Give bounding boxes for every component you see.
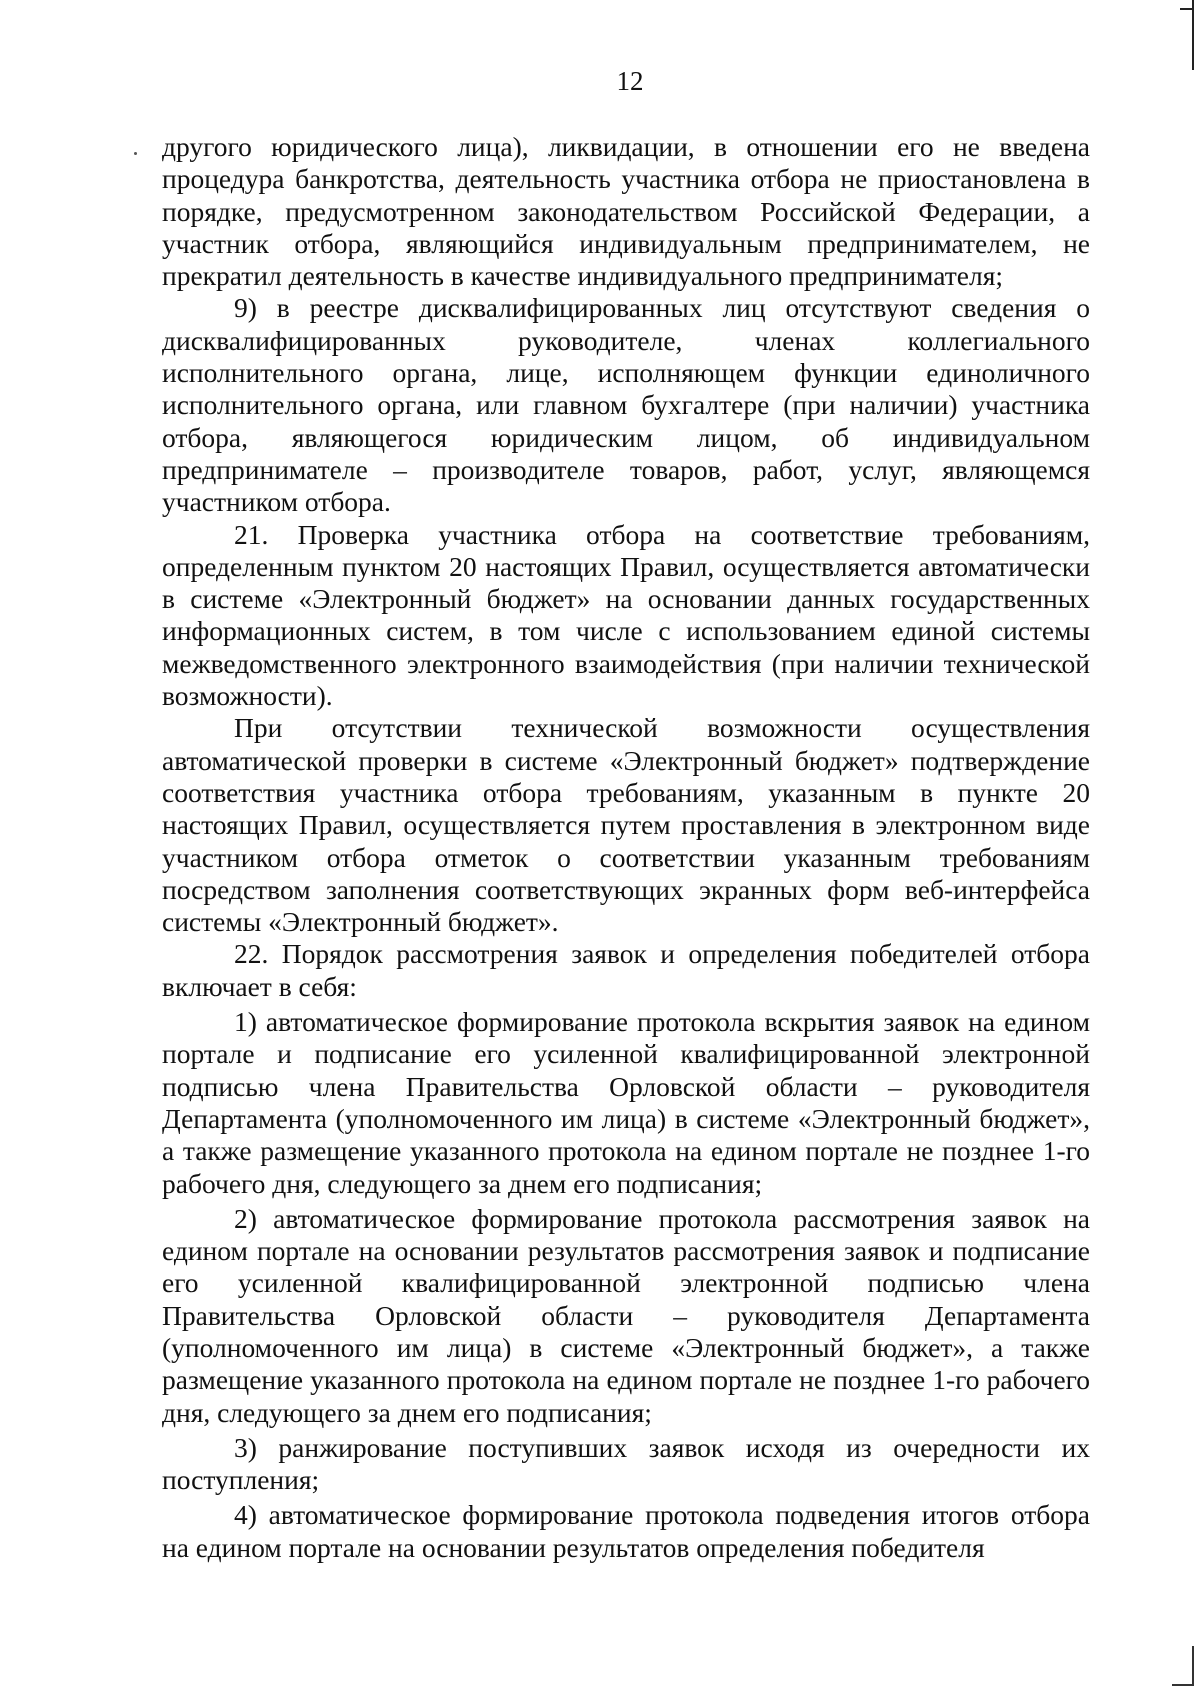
scan-edge-mark (1192, 0, 1194, 70)
paragraph-item-9: 9) в реестре дисквалифицированных лиц отсутствуют сведения о дисквалифицированных руководителе, членах коллегиального исполнительного органа, лице, исполняющем функции единоличного исполнительного органа, или главном бухгалтере (при наличии) участника отбора, являющегося юридическим лицом, об индивидуальном предпринимателе – производителе товаров, работ, услуг, являющемся участником отбора. (162, 292, 1090, 518)
paragraph-item-1: 1) автоматическое формирование протокола вскрытия заявок на едином портале и подписание его усиленной квалифицированной электронной подписью члена Правительства Орловской области – руководителя Департамента (уполномоченного им лица) в системе «Электронный бюджет», а также размещение указанного протокола на едином портале не позднее 1-го рабочего дня, следующего за днем его подписания; (162, 1006, 1090, 1199)
paragraph-item-2: 2) автоматическое формирование протокола рассмотрения заявок на едином портале на основании результатов рассмотрения заявок и подписание его усиленной квалифицированной электронной подписью члена Правительства Орловской области – руководителя Департамента (уполномоченного им лица) в системе «Электронный бюджет», а также размещение указанного протокола на едином портале не позднее 1-го рабочего дня, следующего за днем его подписания; (162, 1202, 1090, 1428)
scan-edge-mark-bottom (1192, 1646, 1194, 1686)
scan-edge-tick (1180, 8, 1194, 10)
page-number: 12 (616, 66, 644, 96)
margin-dot (134, 152, 137, 155)
paragraph-continuation: другого юридического лица), ликвидации, в отношении его не введена процедура банкротства, деятельность участника отбора не приостановлена в порядке, предусмотренном законодательством Российской Федерации, а участник отбора, являющийся индивидуальным предпринимателем, не прекратил деятельность в качестве индивидуального предпринимателя; (162, 131, 1090, 292)
paragraph-clause-21-part-2: При отсутствии технической возможности осуществления автоматической проверки в системе «Электронный бюджет» подтверждение соответствия участника отбора требованиям, указанным в пункте 20 настоящих Правил, осуществляется путем проставления в электронном виде участником отбора отметок о соответствии указанным требованиям посредством заполнения соответствующих экранных форм веб-интерфейса системы «Электронный бюджет». (162, 712, 1090, 938)
paragraph-clause-22: 22. Порядок рассмотрения заявок и определения победителей отбора включает в себя: (162, 938, 1090, 1002)
paragraph-clause-21: 21. Проверка участника отбора на соответствие требованиям, определенным пунктом 20 настоящих Правил, осуществляется автоматически в системе «Электронный бюджет» на основании данных государственных информационных систем, в том числе с использованием единой системы межведомственного электронного взаимодействия (при наличии технической возможности). (162, 518, 1090, 712)
document-body (162, 131, 1090, 1564)
paragraph-item-3: 3) ранжирование поступивших заявок исходя из очередности их поступления; (162, 1431, 1090, 1496)
paragraph-item-4: 4) автоматическое формирование протокола подведения итогов отбора на едином портале на основании результатов определения победителя (162, 1499, 1090, 1563)
scan-edge-foot (1172, 1684, 1194, 1686)
